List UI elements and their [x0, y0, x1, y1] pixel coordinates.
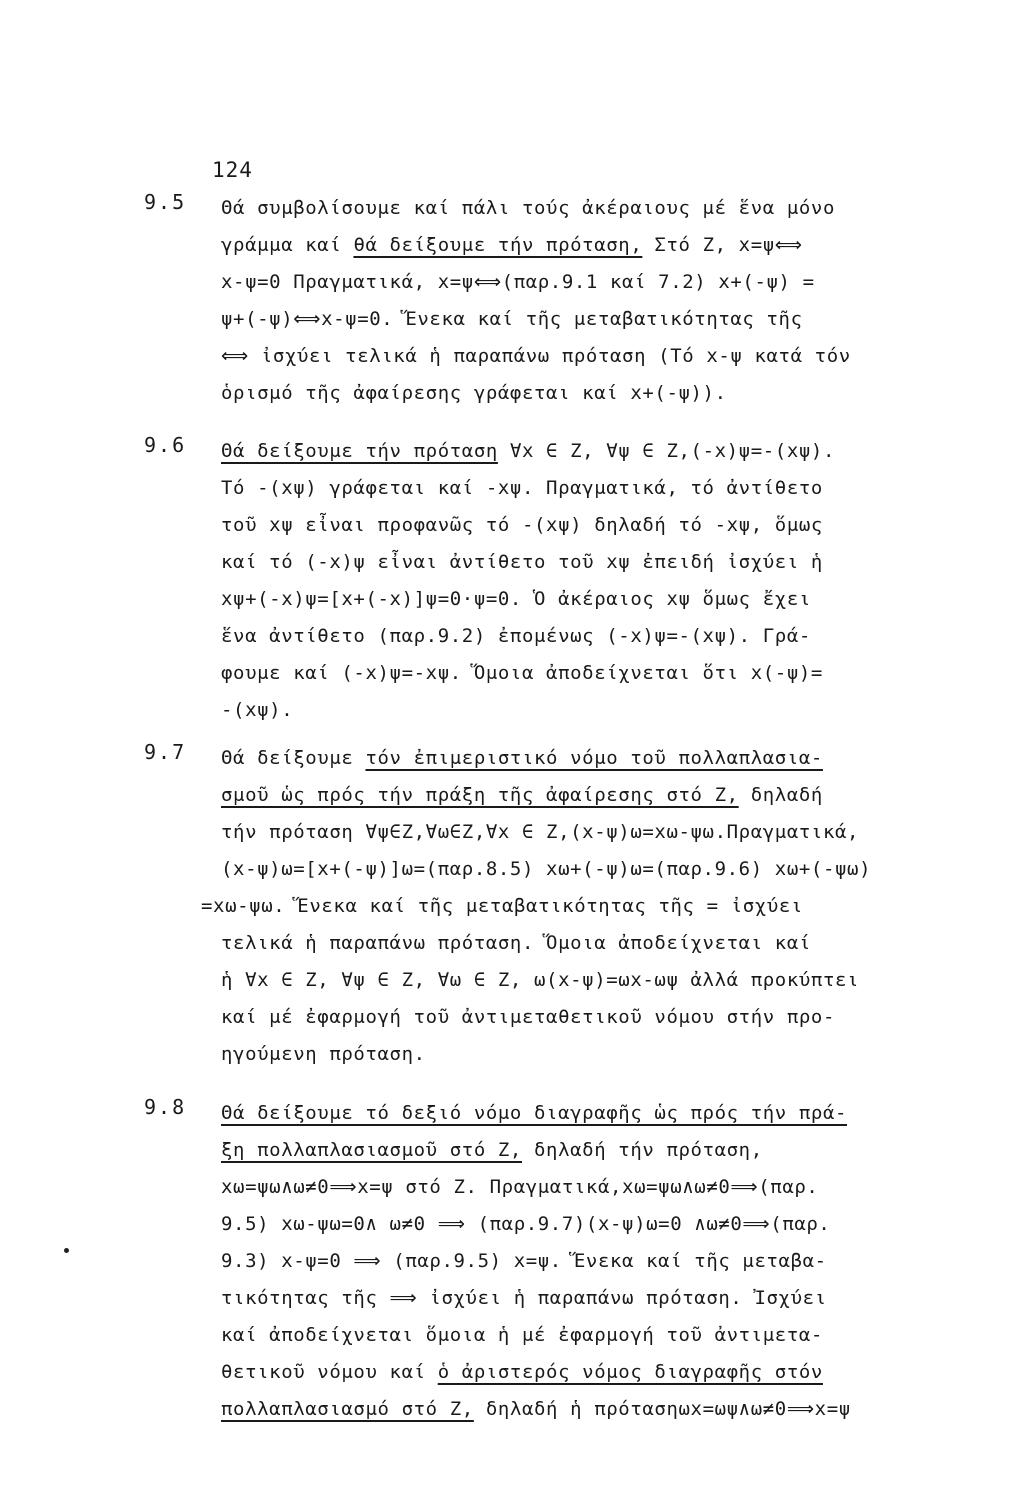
text-line	[221, 618, 991, 655]
text-line	[221, 1169, 991, 1206]
text-segment: τοῦ xψ εἶναι προφανῶς τό -(xψ) δηλαδή τό -xψ, ὅμως	[221, 514, 823, 536]
text-segment: xω=ψω∧ω≠0⟹x=ψ στό Z. Πραγματικά,xω=ψω∧ω≠0⟹(παρ.	[221, 1176, 819, 1198]
text-line	[221, 1317, 991, 1354]
underlined-text: Θά δείξουμε τήν πρόταση	[221, 440, 498, 462]
text-line	[221, 470, 991, 507]
text-segment: Θά συμβολίσουμε καί πάλι τούς ἀκέραιους μέ ἕνα μόνο	[221, 197, 835, 219]
text-line	[221, 1036, 991, 1073]
underlined-text: πολλαπλασιασμό στό Z,	[221, 1398, 474, 1420]
text-line	[221, 655, 991, 692]
text-segment: θετικοῦ νόμου καί	[221, 1361, 438, 1383]
text-line	[221, 1095, 991, 1132]
text-line	[221, 814, 991, 851]
section-number: 9.6	[144, 433, 187, 457]
section-number: 9.7	[144, 740, 187, 764]
text-segment: ὁρισμό τῆς ἀφαίρεσης γράφεται καί x+(-ψ)).	[221, 382, 727, 404]
section-number: 9.5	[144, 190, 187, 214]
text-segment: xψ+(-x)ψ=[x+(-x)]ψ=0·ψ=0. Ὁ ἀκέραιος xψ ὅμως ἔχει	[221, 588, 811, 610]
text-line	[221, 999, 991, 1036]
text-segment: γράμμα καί	[221, 234, 354, 256]
text-segment: (x-ψ)ω=[x+(-ψ)]ω=(παρ.8.5) xω+(-ψ)ω=(παρ.9.6) xω+(-ψω)	[221, 858, 872, 880]
text-line	[221, 851, 991, 888]
section-body	[221, 1095, 991, 1428]
text-segment: =xω-ψω. Ἕνεκα καί τῆς μεταβατικότητας τῆς = ἰσχύει	[201, 895, 803, 917]
text-segment: Θά δείξουμε	[221, 747, 366, 769]
text-line	[221, 375, 991, 412]
text-line	[221, 777, 991, 814]
underlined-text: ξη πολλαπλασιασμοῦ στό Z,	[221, 1139, 522, 1161]
section-body	[221, 433, 991, 729]
text-line	[221, 1280, 991, 1317]
text-line	[221, 1391, 991, 1428]
text-line	[221, 962, 991, 999]
text-line	[221, 264, 991, 301]
text-line	[221, 581, 991, 618]
underlined-text: θά δείξουμε τήν πρόταση,	[353, 234, 643, 256]
text-line	[221, 507, 991, 544]
text-line	[221, 1354, 991, 1391]
text-line	[221, 1132, 991, 1169]
text-line	[221, 1206, 991, 1243]
text-segment: ἡ ∀x ∈ Z, ∀ψ ∈ Z, ∀ω ∈ Z, ω(x-ψ)=ωx-ωψ ἀλλά προκύπτει	[221, 969, 860, 991]
text-segment: καί ἀποδείχνεται ὅμοια ἡ μέ ἐφαρμογή τοῦ ἀντιμετα-	[221, 1324, 823, 1346]
text-line	[221, 925, 991, 962]
text-segment: δηλαδή ἡ πρότασηωx=ωψ∧ω≠0⟹x=ψ	[473, 1398, 851, 1420]
text-segment: Στό Z, x=ψ⟺	[642, 234, 803, 256]
text-segment: τικότητας τῆς ⟹ ἰσχύει ἡ παραπάνω πρόταση. Ἰσχύει	[221, 1287, 827, 1309]
text-segment: τελικά ἡ παραπάνω πρόταση. Ὅμοια ἀποδείχνεται καί	[221, 932, 811, 954]
text-segment: καί τό (-x)ψ εἶναι ἀντίθετο τοῦ xψ ἐπειδή ἰσχύει ἡ	[221, 551, 823, 573]
section-number: 9.8	[144, 1095, 187, 1119]
text-segment: δηλαδή τήν πρόταση,	[521, 1139, 763, 1161]
text-segment: ἕνα ἀντίθετο (παρ.9.2) ἐπομένως (-x)ψ=-(xψ). Γρά-	[221, 625, 811, 647]
text-line	[201, 888, 991, 925]
underlined-text: Θά δείξουμε τό δεξιό νόμο διαγραφῆς ὡς πρός τήν πρά-	[221, 1102, 848, 1124]
text-segment: καί μέ ἐφαρμογή τοῦ ἀντιμεταθετικοῦ νόμου στήν προ-	[221, 1006, 835, 1028]
section-body	[201, 740, 991, 1073]
text-segment: Τό -(xψ) γράφεται καί -xψ. Πραγματικά, τό ἀντίθετο	[221, 477, 823, 499]
text-line	[221, 301, 991, 338]
text-segment: δηλαδή	[738, 784, 823, 806]
text-segment: ∀x ∈ Z, ∀ψ ∈ Z,(-x)ψ=-(xψ).	[497, 440, 835, 462]
text-segment: 9.5) xω-ψω=0∧ ω≠0 ⟹ (παρ.9.7)(x-ψ)ω=0 ∧ω≠0⟹(παρ.	[221, 1213, 831, 1235]
section-body	[221, 190, 991, 412]
underlined-text: σμοῦ ὡς πρός τήν πράξη τῆς ἀφαίρεσης στό Z,	[221, 784, 739, 806]
text-segment: 9.3) x-ψ=0 ⟹ (παρ.9.5) x=ψ. Ἕνεκα καί τῆς μεταβα-	[221, 1250, 827, 1272]
text-line	[221, 338, 991, 375]
text-segment: ψ+(-ψ)⟺x-ψ=0. Ἕνεκα καί τῆς μεταβατικότητας τῆς	[221, 308, 803, 330]
text-line	[221, 227, 991, 264]
text-segment: ⟺ ἰσχύει τελικά ἡ παραπάνω πρόταση (Τό x-ψ κατά τόν	[221, 345, 851, 367]
text-line	[221, 740, 991, 777]
text-line	[221, 190, 991, 227]
margin-dot	[64, 1248, 69, 1253]
text-segment: τήν πρόταση ∀ψ∈Z,∀ω∈Z,∀x ∈ Z,(x-ψ)ω=xω-ψω.Πραγματικά,	[221, 821, 860, 843]
underlined-text: τόν ἐπιμεριστικό νόμο τοῦ πολλαπλασια-	[365, 747, 823, 769]
text-line	[221, 692, 991, 729]
page-number: 124	[212, 158, 253, 182]
text-line	[221, 433, 991, 470]
text-segment: ηγούμενη πρόταση.	[221, 1043, 426, 1065]
text-line	[221, 1243, 991, 1280]
underlined-text: ὁ ἀριστερός νόμος διαγραφῆς στόν	[437, 1361, 823, 1383]
text-segment: -(xψ).	[221, 699, 294, 721]
text-line	[221, 544, 991, 581]
text-segment: x-ψ=0 Πραγματικά, x=ψ⟺(παρ.9.1 καί 7.2) x+(-ψ) =	[221, 271, 815, 293]
text-segment: φουμε καί (-x)ψ=-xψ. Ὅμοια ἀποδείχνεται ὅτι x(-ψ)=	[221, 662, 823, 684]
